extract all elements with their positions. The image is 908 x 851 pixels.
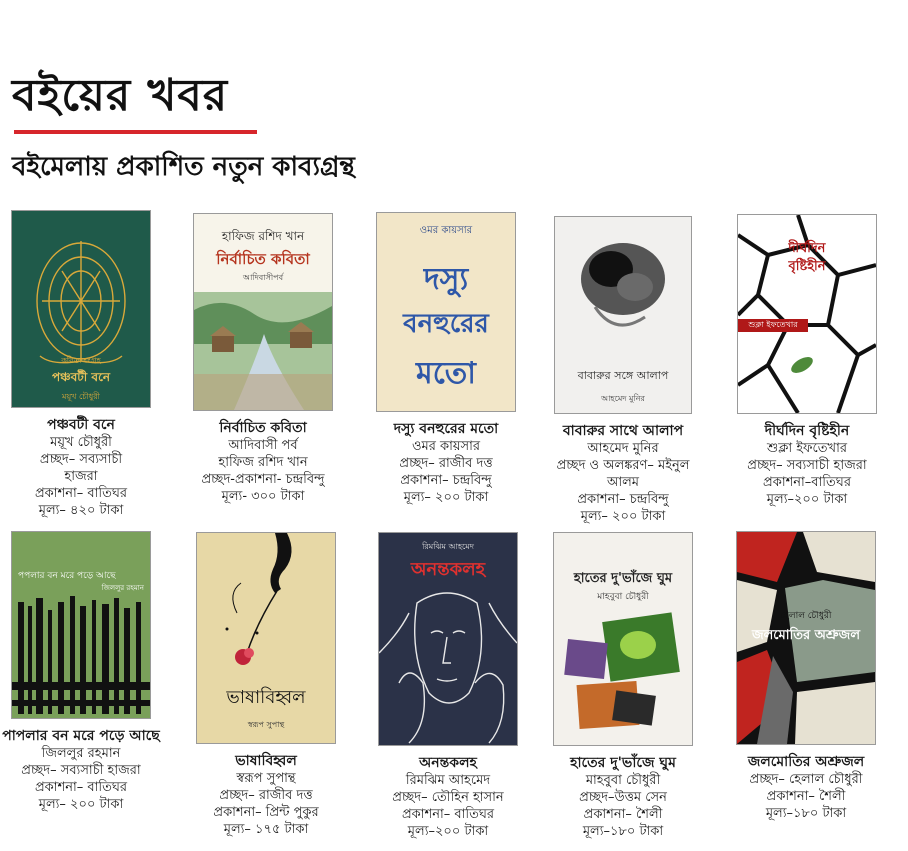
book-meta [186, 753, 346, 838]
book-info-line: প্রকাশনা– প্রিন্ট পুকুর [213, 805, 319, 820]
cover-author: ময়ূখ চৌধুরী [62, 392, 100, 401]
cover-author: ওমর কায়সার [419, 225, 473, 236]
book-meta [366, 421, 526, 506]
book-card[interactable] [727, 215, 887, 508]
book-meta [543, 423, 703, 525]
cover-author: মাহবুবা চৌধুরী [597, 592, 649, 602]
book-info-line: মূল্য– ১৭৫ টাকা [223, 822, 309, 837]
cover-title: বাবারুর সঙ্গে আলাপ [577, 369, 669, 382]
book-card[interactable] [543, 217, 703, 525]
book-info-line: প্রচ্ছদ– হেলাল চৌধুরী [749, 772, 863, 787]
book-info-line: ওমর কায়সার [411, 439, 481, 454]
book-meta [726, 754, 886, 822]
book-info-line: প্রচ্ছদ– সব্যসাচী [39, 452, 123, 467]
book-info-line: প্রকাশনা–বাতিঘর [763, 475, 851, 490]
book-info-line: হাফিজ রশিদ খান [218, 455, 308, 470]
book-info-line: রিমঝিম আহমেদ [405, 773, 491, 788]
book-card[interactable] [1, 532, 161, 813]
faces-illustration [379, 533, 517, 745]
book-info-line: প্রচ্ছদ–উত্তম সেন [579, 790, 667, 805]
book-meta [1, 728, 161, 813]
book-info-line: প্রচ্ছদ ও অলঙ্করণ– মইনুল [556, 458, 690, 473]
cover-title-line: বনহুরের [403, 309, 489, 339]
book-info-line: আহমেদ মুনির [587, 441, 659, 456]
book-info-line: প্রকাশনা– শৈলী [766, 789, 846, 804]
landscape-illustration [194, 214, 332, 410]
book-meta [183, 420, 343, 505]
cover-title: জলমোতির অশ্রুজল [751, 628, 861, 643]
book-cover [555, 217, 691, 413]
book-cover [379, 533, 517, 745]
book-info-line: শুক্লা ইফতেখার [767, 441, 847, 456]
cover-title-line: মতো [416, 356, 476, 391]
book-title: নির্বাচিত কবিতা [219, 420, 307, 436]
book-info-line: মাহবুবা চৌধুরী [585, 773, 661, 788]
book-meta [368, 755, 528, 840]
book-title: বাবারুর সাথে আলাপ [562, 423, 684, 439]
book-title: ভাষাবিহ্বল [235, 753, 297, 769]
book-info-line: মূল্য– ২০০ টাকা [580, 509, 666, 524]
book-info-line: মূল্য–১৮০ টাকা [765, 806, 847, 821]
book-info-line: প্রচ্ছদ– তৌহিন হাসান [392, 790, 504, 805]
cover-author: জিললুর রহমান [101, 584, 144, 592]
book-info-line: হাজরা [64, 469, 98, 484]
book-meta [1, 417, 161, 519]
book-title: হাতের দু'ভাঁজে ঘুম [570, 755, 676, 771]
book-card[interactable] [366, 213, 526, 506]
cover-title: অনন্তকলহ [410, 559, 486, 580]
masthead: বইয়ের খবর [12, 70, 229, 121]
book-card[interactable] [726, 532, 886, 822]
cover-title-line: বৃষ্টিহীন [788, 259, 826, 274]
book-info-line: প্রকাশনা– বাতিঘর [401, 807, 495, 822]
book-info-line: প্রচ্ছদ– রাজীব দত্ত [399, 456, 493, 471]
cover-title: হাতের দু'ভাঁজে ঘুম [573, 571, 673, 586]
book-info-line: মূল্য–২০০ টাকা [766, 492, 848, 507]
book-cover [194, 214, 332, 410]
book-cover [738, 215, 876, 413]
cover-title: পঞ্চবটী বনে [51, 370, 111, 384]
book-title: পাপলার বন মরে পড়ে আছে [2, 728, 160, 744]
book-cover [12, 532, 150, 718]
book-title: পঞ্চবটী বনে [47, 417, 115, 433]
book-info-line: প্রকাশনা– শৈলী [583, 807, 663, 822]
book-info-line: প্রচ্ছদ– রাজীব দত্ত [219, 788, 313, 803]
book-info-line: প্রকাশনা– চন্দ্রবিন্দু [400, 473, 492, 488]
cover-title: ভাষাবিহ্বল [226, 687, 306, 708]
masthead-underline [14, 130, 257, 134]
book-card[interactable] [543, 533, 703, 840]
book-card[interactable] [1, 211, 161, 519]
book-info-line: প্রচ্ছদ– সব্যসাচী হাজরা [747, 458, 867, 473]
book-info-line: মূল্য–১৮০ টাকা [582, 824, 664, 839]
cover-author: হেলাল চৌধুরী [780, 611, 832, 621]
cover-author: শুক্লা ইফতেখার [738, 319, 808, 332]
book-cover [377, 213, 515, 411]
book-title: দীর্ঘদিন বৃষ্টিহীন [764, 423, 850, 439]
cover-title: নির্বাচিত কবিতা [216, 250, 310, 268]
book-info-line: প্রচ্ছদ– সব্যসাচী হাজরা [21, 763, 141, 778]
book-info-line: মূল্য– ৪২০ টাকা [38, 503, 124, 518]
cover-subtitle: আদিবাসীপর্ব [242, 273, 284, 282]
book-info-line: প্রকাশনা– বাতিঘর [34, 780, 128, 795]
book-info-line: প্রচ্ছদ-প্রকাশনা- চন্দ্রবিন্দু [201, 472, 325, 487]
cover-author: রিমঝিম আহমেদ [422, 542, 474, 551]
cover-title-line: দস্যু [423, 262, 469, 297]
book-title: অনন্তকলহ [419, 755, 477, 771]
cover-title: পপলার বন মরে পড়ে আছে [18, 571, 116, 581]
book-cover [737, 532, 875, 744]
book-card[interactable] [368, 533, 528, 840]
book-title: জলমোতির অশ্রুজল [747, 754, 865, 770]
book-card[interactable] [183, 214, 343, 505]
cover-author: আহমেদ মুনির [601, 394, 645, 403]
book-info-line: মূল্য– ২০০ টাকা [403, 490, 489, 505]
book-info-line: আলম [606, 475, 640, 490]
collage-illustration [554, 533, 692, 745]
section-subheading: বইমেলায় প্রকাশিত নতুন কাব্যগ্রন্থ [12, 152, 355, 182]
book-cover [554, 533, 692, 745]
cover-author: হাফিজ রশিদ খান [221, 229, 305, 243]
book-info-line: প্রকাশনা– বাতিঘর [34, 486, 128, 501]
book-info-line: মূল্য- ৩০০ টাকা [221, 489, 305, 504]
book-info-line: আদিবাসী পর্ব [228, 438, 298, 453]
book-cover [197, 533, 335, 743]
book-info-line: স্বরূপ সুপান্থ [236, 771, 296, 786]
cover-title-line: দীর্ঘদিন [788, 241, 826, 256]
book-info-line: মূল্য– ২০০ টাকা [38, 797, 124, 812]
book-info-line: প্রকাশনা– চন্দ্রবিন্দু [577, 492, 669, 507]
book-meta [543, 755, 703, 840]
book-info-line: ময়ূখ চৌধুরী [50, 435, 112, 450]
book-title: দস্যু বনহুরের মতো [393, 421, 499, 437]
barcode-trees-illustration [12, 532, 150, 718]
book-info-line: জিললুর রহমান [41, 746, 121, 761]
cover-subtitle: কবিতাসংগ্রহ [61, 356, 101, 365]
book-meta [727, 423, 887, 508]
book-info-line: মূল্য–২০০ টাকা [407, 824, 489, 839]
book-card[interactable] [186, 533, 346, 838]
book-cover [12, 211, 150, 407]
cover-author: স্বরূপ সুপান্থ [247, 720, 285, 729]
